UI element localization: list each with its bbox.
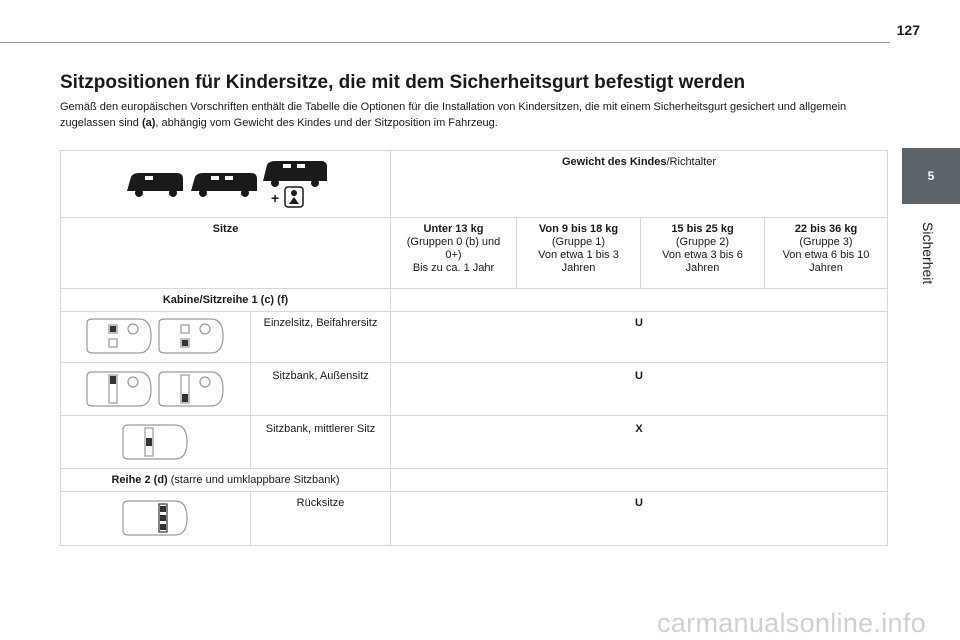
value-bench-outer: U [635, 370, 643, 382]
weight-header: Gewicht des Kindes/Richtalter [561, 156, 717, 168]
section-row-1-heading: Kabine/Sitzreihe 1 (c) (f) [162, 294, 289, 306]
group-2-header: 15 bis 25 kg (Gruppe 2) Von etwa 3 bis 6 Jahren [662, 223, 743, 274]
seat-label-bench-middle: Sitzbank, mittlerer Sitz [265, 423, 376, 435]
bench-middle-seat-diagram-icon [121, 423, 191, 461]
value-rear: U [635, 497, 643, 509]
seat-label-single-passenger: Einzelsitz, Beifahrersitz [263, 317, 378, 329]
group-3-header: 22 bis 36 kg (Gruppe 3) Von etwa 6 bis 10 Jahren [782, 223, 870, 274]
chapter-tab[interactable]: 5 [902, 148, 960, 204]
footnote-marker: (a) [141, 117, 156, 129]
rear-seats-diagram-icon [121, 499, 191, 537]
group-0-header: Unter 13 kg (Gruppen 0 (b) und 0+) Bis zu ca. 1 Jahr [406, 223, 501, 274]
vehicle-variants-icon [125, 157, 335, 209]
front-seat-passenger-diagram-icon [83, 317, 227, 355]
svg-text:+: + [271, 190, 280, 206]
value-single-passenger: U [635, 317, 643, 329]
group-1-header: Von 9 bis 18 kg (Gruppe 1) Von etwa 1 bis 3 Jahren [538, 223, 619, 274]
page-number: 127 [896, 22, 920, 38]
child-seat-table [60, 150, 888, 546]
page-title: Sitzpositionen für Kindersitze, die mit dem Sicherheitsgurt befestigt werden [60, 72, 746, 93]
chapter-label: Sicherheit [920, 222, 936, 285]
value-bench-middle: X [635, 423, 643, 435]
bench-outer-seat-diagram-icon [83, 370, 227, 408]
seats-header: Sitze [212, 223, 239, 235]
section-row-2-heading: Reihe 2 (d) (starre und umklappbare Sitzbank) [111, 474, 340, 486]
watermark: carmanualsonline.info [657, 608, 926, 638]
intro-paragraph: Gemäß den europäischen Vorschriften enthält die Tabelle die Optionen für die Installation von Kindersitzen, die mit einem Sicherheitsgurt gesichert und allgemein zugelassen sind (a), abhängig vom Gewicht des Kindes und der Sitzposition im Fahrzeug. [60, 101, 847, 129]
seat-label-bench-outer: Sitzbank, Außensitz [272, 370, 369, 382]
seat-label-rear: Rücksitze [296, 497, 345, 509]
header-divider [0, 42, 890, 43]
